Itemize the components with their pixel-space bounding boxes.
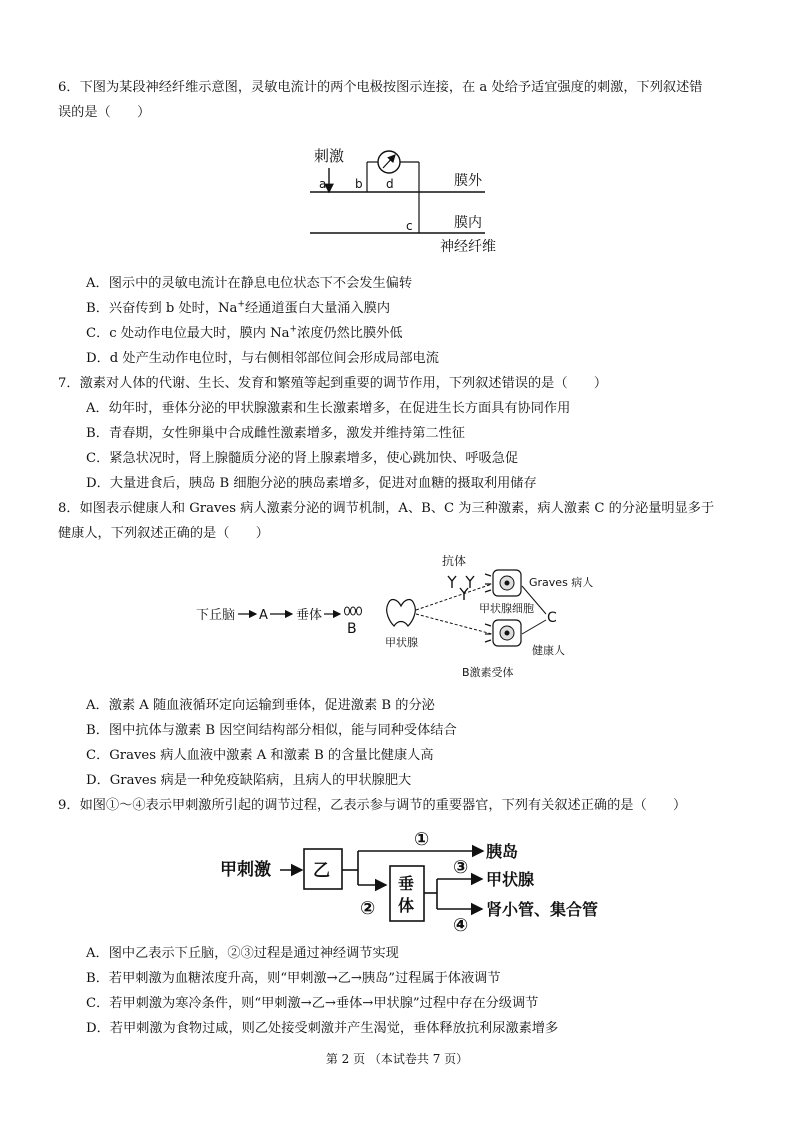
q8-stem-line1: 8．如图表示健康人和 Graves 病人激素分泌的调节机制，A、B、C 为三种激素，病人激素 C 的分泌量明显多于 bbox=[58, 501, 715, 516]
q7-stem: 7．激素对人体的代谢、生长、发育和繁殖等起到重要的调节作用，下列叙述错误的是（ ） bbox=[58, 376, 608, 391]
q8-hormone-b-molecules bbox=[345, 607, 362, 615]
q6-option-a: A．图示中的灵敏电流计在静息电位状态下不会发生偏转 bbox=[86, 276, 413, 291]
q6-stem-line2: 误的是（ ） bbox=[58, 105, 151, 120]
q9-option-c: C．若甲刺激为寒冷条件，则“甲刺激→乙→垂体→甲状腺”过程中存在分级调节 bbox=[86, 996, 539, 1011]
q8-hormone-b-label: B bbox=[347, 621, 357, 637]
q9-num-4: ④ bbox=[453, 915, 469, 936]
q8-graves-label: Graves 病人 bbox=[529, 576, 594, 589]
q8-healthy-thyroid-cell bbox=[485, 620, 521, 646]
q9-pancreas-label: 胰岛 bbox=[486, 842, 519, 861]
q7-option-c: C．紧急状况时，肾上腺髓质分泌的肾上腺素增多，使心跳加快、呼吸急促 bbox=[86, 451, 519, 466]
q8-healthy-label: 健康人 bbox=[532, 644, 565, 657]
page-footer: 第 2 页 （本试卷共 7 页） bbox=[325, 1052, 469, 1066]
q8-antibody-icons bbox=[448, 576, 474, 600]
q8-pituitary-label: 垂体 bbox=[296, 608, 323, 623]
q9-regulation-figure bbox=[210, 823, 610, 935]
q6-outside-label: 膜外 bbox=[454, 173, 482, 189]
q8-antibody-label: 抗体 bbox=[442, 554, 467, 568]
q6-stimulus-label: 刺激 bbox=[314, 147, 345, 165]
q8-graves-figure bbox=[190, 548, 610, 678]
q9-stem: 9．如图①～④表示甲刺激所引起的调节过程，乙表示参与调节的重要器官，下列有关叙述正确的是（ ） bbox=[58, 798, 687, 813]
q8-thyroid-label: 甲状腺 bbox=[385, 636, 418, 649]
q8-option-b: B．图中抗体与激素 B 因空间结构部分相似，能与同种受体结合 bbox=[86, 723, 457, 738]
q7-option-a: A．幼年时，垂体分泌的甲状腺激素和生长激素增多，在促进生长方面具有协同作用 bbox=[86, 401, 571, 416]
q6-fiber-label: 神经纤维 bbox=[440, 239, 496, 255]
q8-option-d: D．Graves 病是一种免疫缺陷病，且病人的甲状腺肥大 bbox=[86, 773, 412, 788]
q9-pituitary-char1: 垂 bbox=[398, 874, 415, 893]
q6-inside-label: 膜内 bbox=[454, 215, 482, 231]
q8-hormone-c-label: C bbox=[547, 610, 557, 626]
q6-option-d: D．d 处产生动作电位时，与右侧相邻部位间会形成局部电流 bbox=[86, 351, 439, 366]
q8-hormone-a-label: A bbox=[259, 608, 268, 623]
q8-graves-thyroid-cell bbox=[485, 570, 521, 596]
q9-num-3: ③ bbox=[453, 857, 469, 878]
q9-option-d: D．若甲刺激为食物过咸，则乙处接受刺激并产生渴觉，垂体释放抗利尿激素增多 bbox=[86, 1021, 559, 1036]
q6-option-c: C．c 处动作电位最大时，膜内 Na+浓度仍然比膜外低 bbox=[86, 324, 403, 341]
q9-pituitary-char2: 体 bbox=[398, 896, 415, 915]
q9-kidney-label: 肾小管、集合管 bbox=[486, 900, 599, 919]
q9-option-a: A．图中乙表示下丘脑，②③过程是通过神经调节实现 bbox=[86, 946, 399, 961]
q9-thyroid-label: 甲状腺 bbox=[486, 870, 535, 889]
q8-thyroid-gland bbox=[387, 600, 416, 626]
q6-label-a: a bbox=[319, 177, 327, 191]
q8-hypothalamus-label: 下丘脑 bbox=[196, 608, 236, 623]
q8-receptor-label: B激素受体 bbox=[462, 666, 514, 679]
q6-label-c: c bbox=[406, 219, 413, 233]
q8-option-c: C．Graves 病人血液中激素 A 和激素 B 的含量比健康人高 bbox=[86, 748, 434, 763]
q9-option-b: B．若甲刺激为血糖浓度升高，则“甲刺激→乙→胰岛”过程属于体液调节 bbox=[86, 971, 501, 986]
q6-label-d: d bbox=[386, 177, 394, 191]
q9-num-2: ② bbox=[360, 898, 376, 919]
q7-option-b: B．青春期，女性卵巢中合成雌性激素增多，激发并维持第二性征 bbox=[86, 426, 465, 441]
q8-thyroid-cell-label: 甲状腺细胞 bbox=[479, 602, 534, 615]
q6-nerve-fiber-figure bbox=[300, 140, 520, 262]
q9-num-1: ① bbox=[414, 829, 430, 850]
q8-stem-line2: 健康人，下列叙述正确的是（ ） bbox=[58, 526, 269, 541]
q7-option-d: D．大量进食后，胰岛 B 细胞分泌的胰岛素增多，促进对血糖的摄取利用储存 bbox=[86, 476, 537, 491]
q8-option-a: A．激素 A 随血液循环定向运输到垂体，促进激素 B 的分泌 bbox=[86, 698, 435, 713]
q9-stimulus-label: 甲刺激 bbox=[220, 860, 271, 880]
q6-label-b: b bbox=[355, 177, 363, 191]
q6-option-b: B．兴奋传到 b 处时，Na+经通道蛋白大量涌入膜内 bbox=[86, 299, 391, 316]
q6-stem-line1: 6．下图为某段神经纤维示意图，灵敏电流计的两个电极按图示连接，在 a 处给予适宜强度的刺激，下列叙述错 bbox=[58, 80, 703, 95]
q9-yi-label: 乙 bbox=[313, 861, 330, 881]
